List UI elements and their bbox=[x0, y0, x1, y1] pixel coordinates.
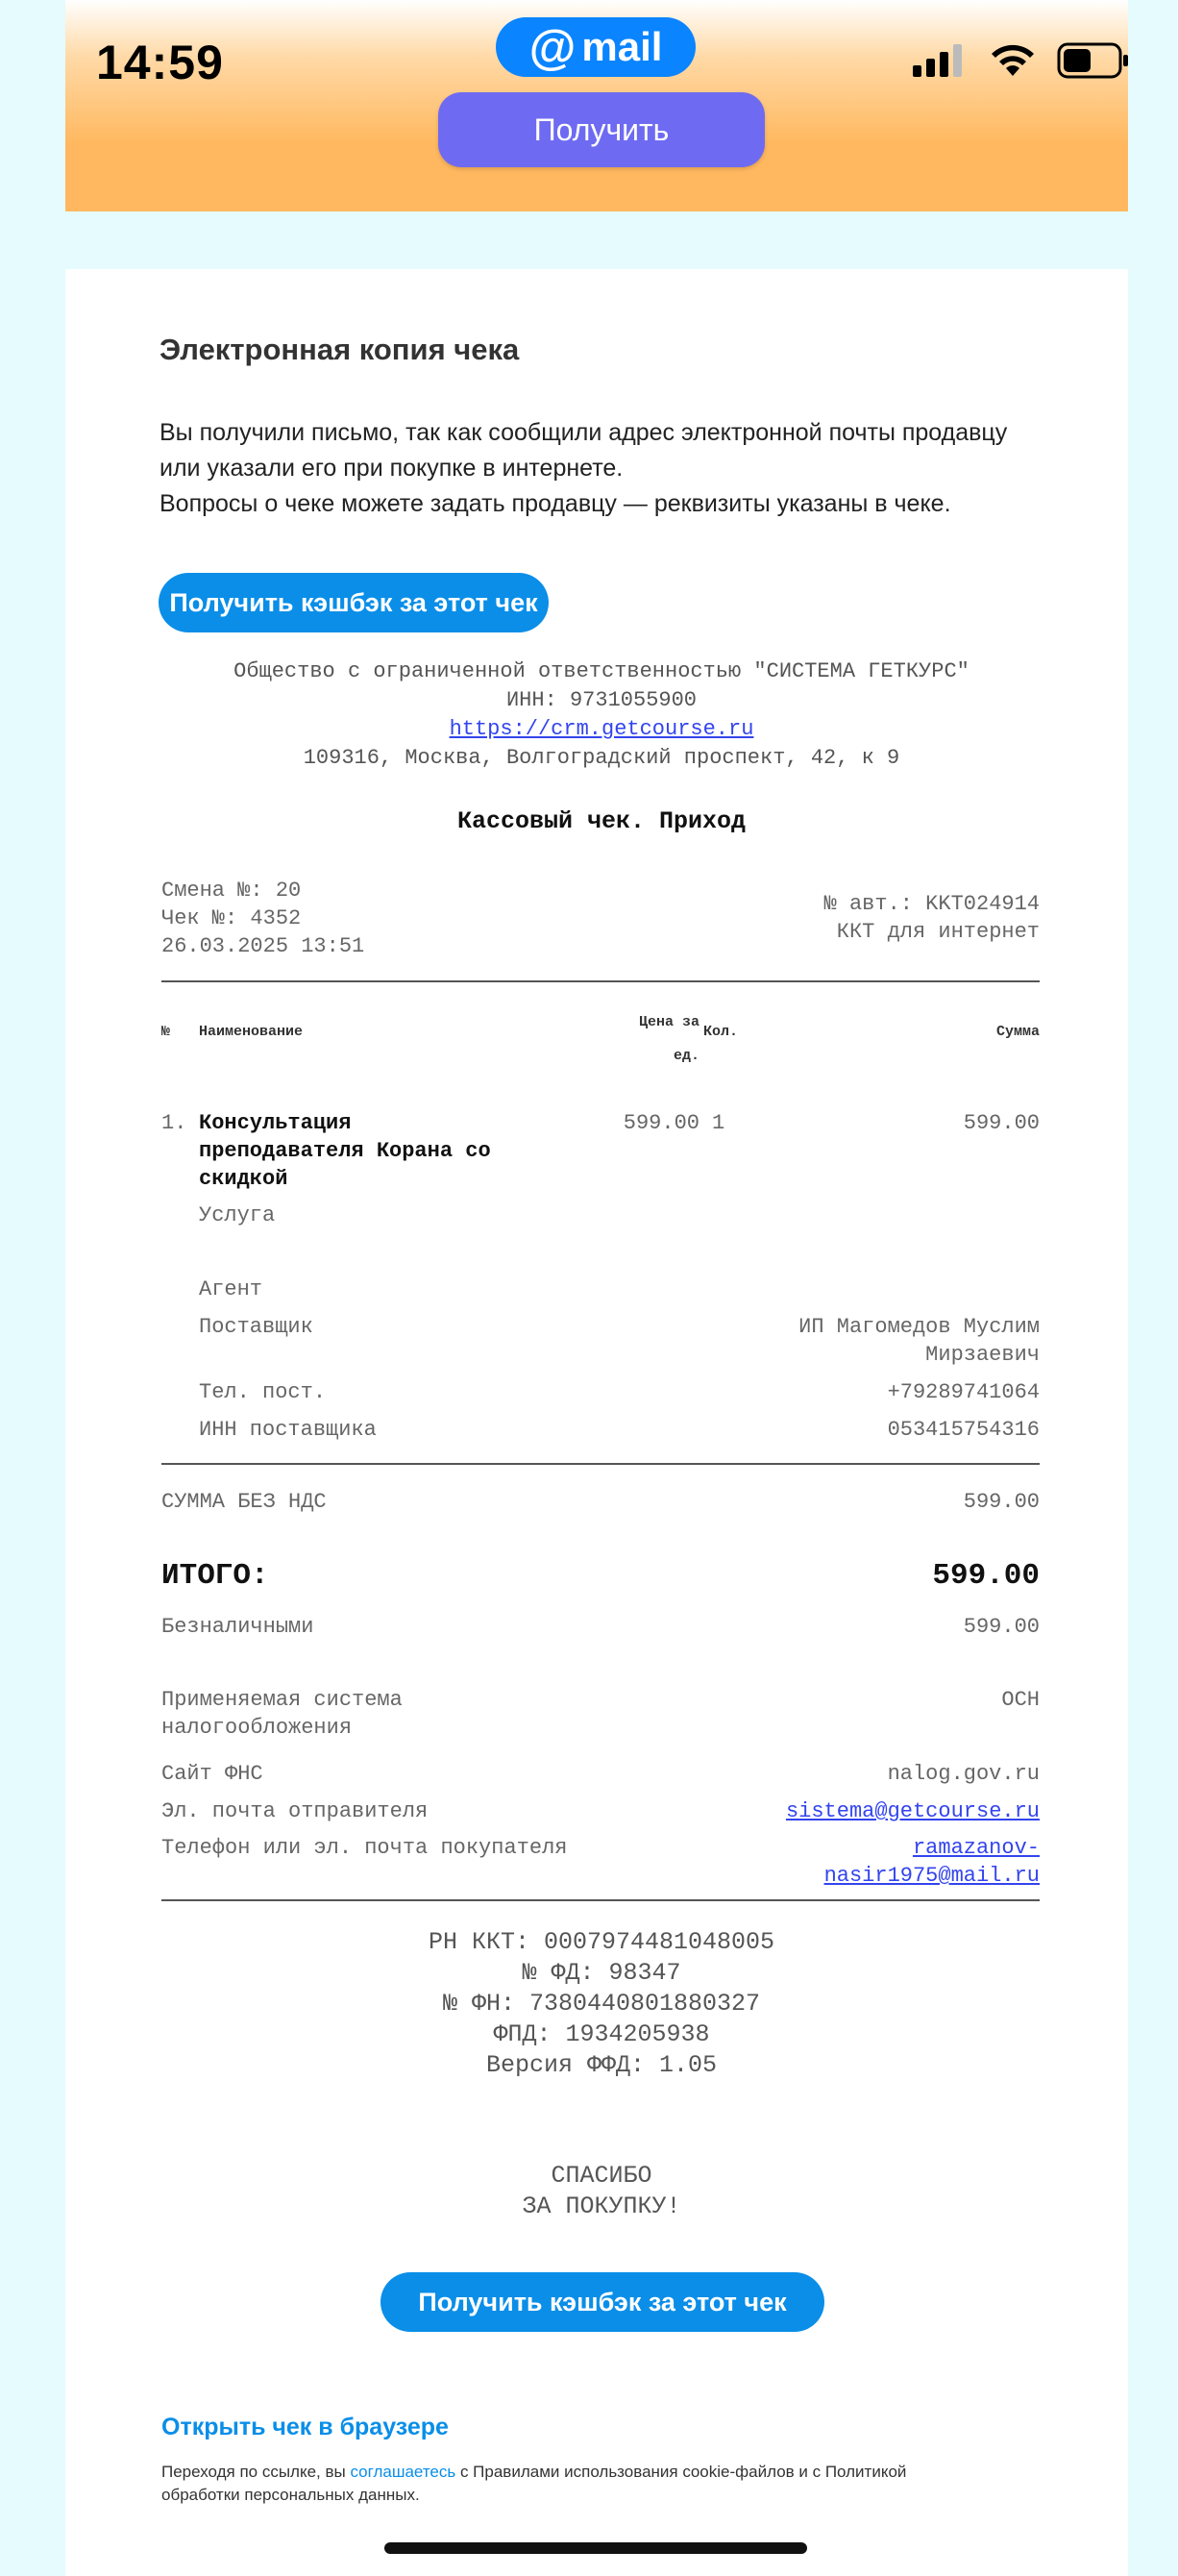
fns-site-label: Сайт ФНС bbox=[161, 1762, 263, 1786]
seller-name: Общество с ограниченной ответственностью "СИСТЕМА ГЕТКУРС" bbox=[233, 659, 969, 683]
status-bar bbox=[0, 0, 1178, 135]
col-price-line: Цена за bbox=[638, 1014, 699, 1030]
receipt-title: Кассовый чек. Приход bbox=[456, 807, 747, 835]
agree-link[interactable]: соглашаетесь bbox=[350, 2463, 456, 2481]
at-icon: @ bbox=[528, 20, 577, 74]
divider bbox=[161, 980, 1040, 982]
tax-system-label bbox=[161, 1686, 403, 1742]
rn-kkt: РН ККТ: 0007974481048005 bbox=[428, 1928, 775, 1956]
col-price bbox=[575, 1005, 699, 1073]
fns-site: nalog.gov.ru bbox=[887, 1762, 1040, 1786]
no-vat-value: 599.00 bbox=[963, 1490, 1040, 1514]
supplier-phone: +79289741064 bbox=[887, 1380, 1040, 1404]
col-sum: Сумма bbox=[995, 1024, 1040, 1040]
col-price-line: ед. bbox=[673, 1048, 699, 1064]
fn-number: № ФН: 7380440801880327 bbox=[442, 1990, 761, 2018]
banner-get-button[interactable]: Получить bbox=[438, 92, 765, 167]
legal-text: с Правилами использования cookie-файлов и с Политикой bbox=[455, 2463, 907, 2481]
wifi-icon bbox=[990, 43, 1036, 78]
seller-inn: ИНН: 9731055900 bbox=[505, 688, 698, 712]
buyer-contact-line: ramazanov- bbox=[912, 1836, 1040, 1860]
mail-app-badge[interactable] bbox=[496, 17, 696, 77]
col-num: № bbox=[161, 1024, 171, 1040]
receipt-datetime: 26.03.2025 13:51 bbox=[161, 934, 365, 958]
intro-line: или указали его при покупке в интернете. bbox=[160, 455, 624, 482]
item-agent: Агент bbox=[199, 1277, 263, 1301]
home-indicator[interactable] bbox=[384, 2542, 807, 2554]
col-qty: Кол. bbox=[703, 1024, 739, 1040]
supplier-inn: 053415754316 bbox=[887, 1418, 1040, 1442]
receipt-meta-left bbox=[161, 877, 364, 960]
thanks-message bbox=[161, 2161, 1042, 2222]
supplier-phone-label: Тел. пост. bbox=[199, 1380, 327, 1404]
battery-icon bbox=[1057, 42, 1130, 79]
divider bbox=[161, 1899, 1040, 1901]
cashless-value: 599.00 bbox=[963, 1615, 1040, 1639]
receipt-meta-right bbox=[824, 890, 1040, 946]
cashback-button[interactable]: Получить кэшбэк за этот чек bbox=[159, 573, 549, 632]
page-title: Электронная копия чека bbox=[160, 333, 520, 366]
intro-text bbox=[160, 415, 1082, 522]
intro-line: Вы получили письмо, так как сообщили адрес электронной почты продавцу bbox=[160, 419, 1008, 446]
signal-icon bbox=[913, 44, 969, 77]
item-name-line: Консультация bbox=[199, 1111, 352, 1135]
receipt-card bbox=[65, 269, 1128, 2576]
item-name-line: преподавателя Корана со bbox=[199, 1139, 491, 1163]
total-value: 599.00 bbox=[932, 1559, 1040, 1593]
check-number: Чек №: 4352 bbox=[161, 906, 302, 930]
supplier-name-line: ИП Магомедов Муслим bbox=[798, 1315, 1040, 1339]
col-name: Наименование bbox=[199, 1024, 304, 1040]
seller-site-link[interactable]: https://crm.getcourse.ru bbox=[449, 717, 754, 741]
tax-system-value: ОСН bbox=[1001, 1688, 1040, 1712]
supplier-inn-label: ИНН поставщика bbox=[199, 1418, 377, 1442]
item-name bbox=[199, 1109, 491, 1193]
thanks-line: ЗА ПОКУПКУ! bbox=[522, 2192, 681, 2220]
no-vat-label: СУММА БЕЗ НДС bbox=[161, 1490, 327, 1514]
auto-number: № авт.: KKT024914 bbox=[823, 892, 1040, 916]
legal-notice bbox=[161, 2461, 1045, 2507]
kkt-type: ККТ для интернет bbox=[836, 920, 1040, 944]
item-price: 599.00 bbox=[623, 1111, 699, 1135]
item-index: 1. bbox=[161, 1111, 187, 1135]
ffd-version: Версия ФФД: 1.05 bbox=[485, 2051, 718, 2079]
supplier-name bbox=[798, 1313, 1040, 1369]
item-type: Услуга bbox=[199, 1203, 276, 1227]
supplier-label: Поставщик bbox=[199, 1315, 313, 1339]
supplier-name-line: Мирзаевич bbox=[925, 1343, 1040, 1367]
sender-email-label: Эл. почта отправителя bbox=[161, 1799, 429, 1823]
seller-address: 109316, Москва, Волгоградский проспект, 42, к 9 bbox=[303, 746, 900, 770]
tax-label-line: налогообложения bbox=[161, 1716, 353, 1740]
sender-email-link[interactable]: sistema@getcourse.ru bbox=[785, 1799, 1040, 1823]
buyer-contact-label: Телефон или эл. почта покупателя bbox=[161, 1836, 568, 1860]
buyer-contact-line: nasir1975@mail.ru bbox=[823, 1864, 1040, 1888]
item-qty: 1 bbox=[712, 1111, 725, 1135]
fpd: ФПД: 1934205938 bbox=[493, 2020, 710, 2048]
mail-app-label: mail bbox=[581, 24, 663, 69]
item-sum: 599.00 bbox=[963, 1111, 1040, 1135]
cashless-label: Безналичными bbox=[161, 1615, 314, 1639]
legal-text: Переходя по ссылке, вы bbox=[161, 2463, 351, 2481]
open-in-browser-link[interactable]: Открыть чек в браузере bbox=[161, 2414, 449, 2440]
item-name-line: скидкой bbox=[199, 1167, 288, 1191]
tax-label-line: Применяемая система bbox=[161, 1688, 403, 1712]
fd-number: № ФД: 98347 bbox=[522, 1959, 681, 1987]
shift-number: Смена №: 20 bbox=[161, 879, 302, 903]
total-label: ИТОГО: bbox=[161, 1559, 269, 1593]
seller-info bbox=[161, 657, 1042, 773]
buyer-contact-link[interactable] bbox=[824, 1834, 1040, 1890]
intro-line: Вопросы о чеке можете задать продавцу — реквизиты указаны в чеке. bbox=[160, 490, 951, 517]
fiscal-info bbox=[161, 1927, 1042, 2081]
cashback-button-bottom[interactable]: Получить кэшбэк за этот чек bbox=[380, 2272, 824, 2332]
legal-text: обработки персональных данных. bbox=[161, 2486, 420, 2504]
status-icons bbox=[913, 42, 1130, 79]
status-time: 14:59 bbox=[96, 36, 224, 89]
thanks-line: СПАСИБО bbox=[551, 2162, 652, 2190]
divider bbox=[161, 1463, 1040, 1465]
